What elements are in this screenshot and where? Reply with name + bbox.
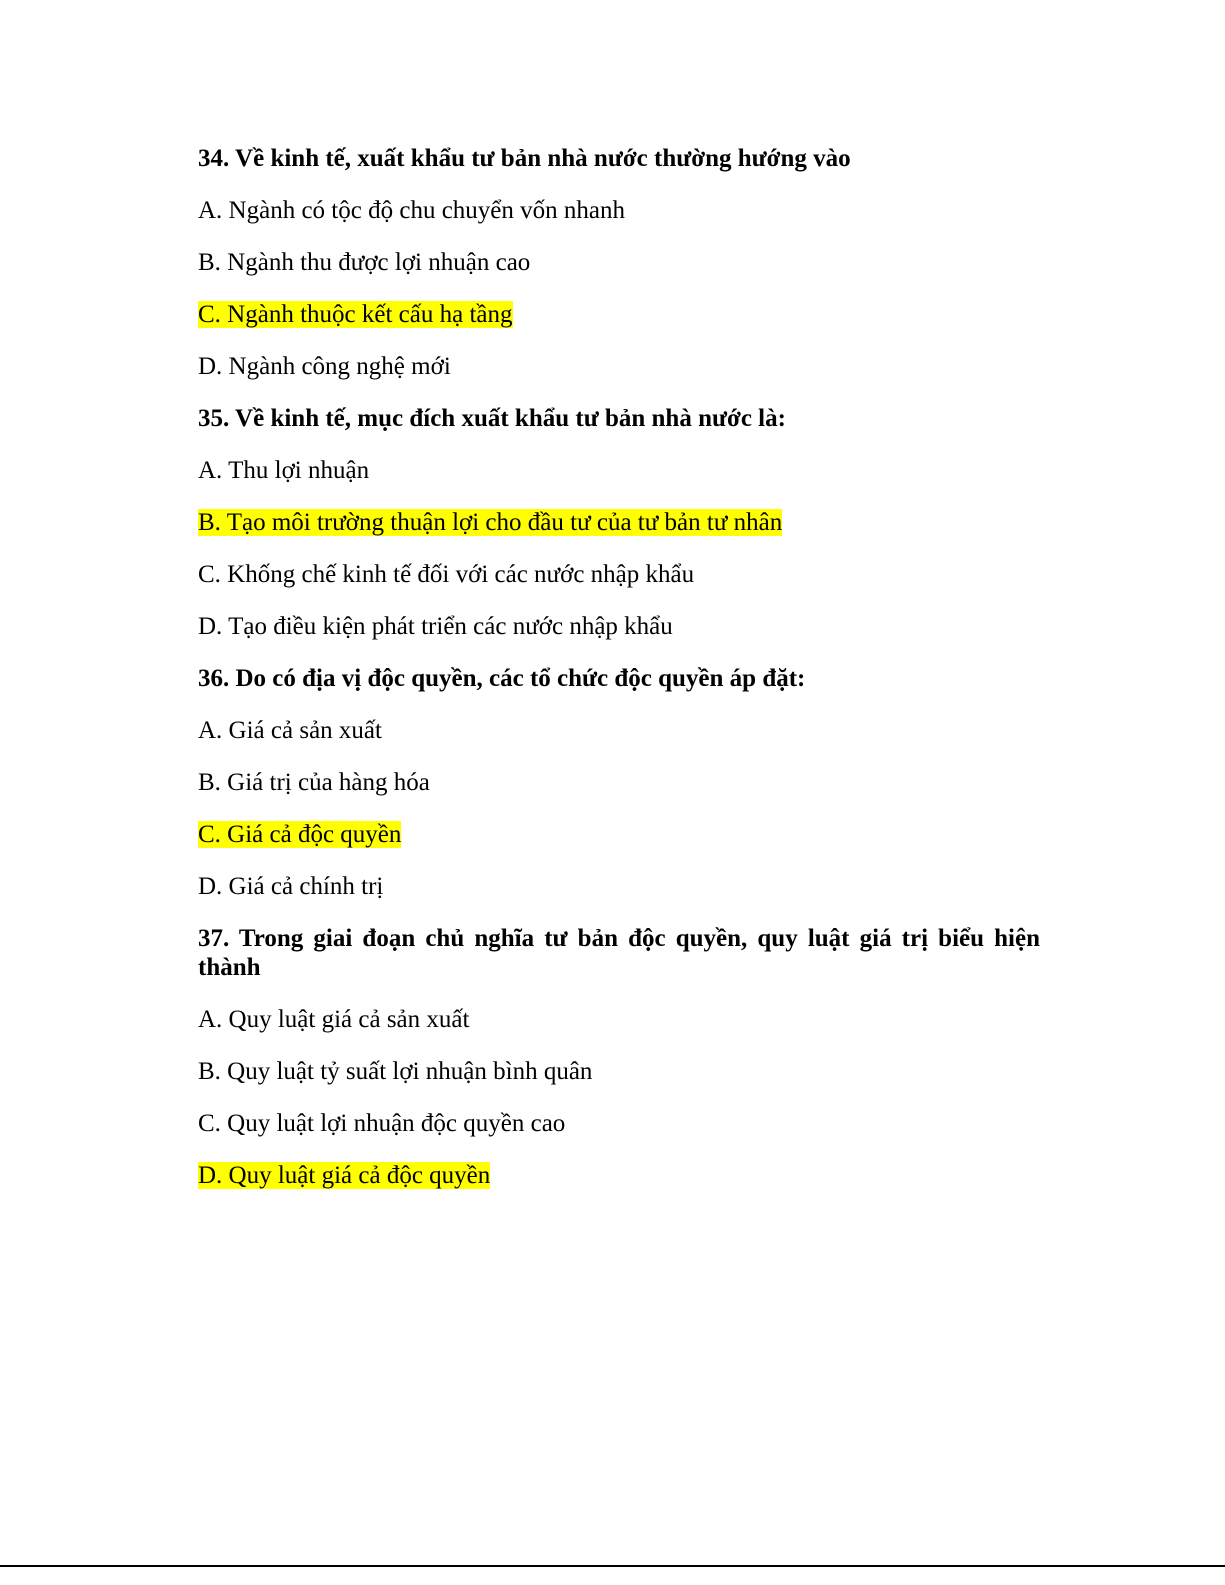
- answer-option: [198, 352, 1040, 381]
- highlighted-answer-text: C. Ngành thuộc kết cấu hạ tầng: [198, 301, 513, 328]
- answer-option: [198, 716, 1040, 745]
- answer-text: D. Tạo điều kiện phát triển các nước nhập khẩu: [198, 613, 673, 640]
- answer-text: A. Thu lợi nhuận: [198, 457, 370, 484]
- answer-option: [198, 768, 1040, 797]
- answer-option: [198, 1109, 1040, 1138]
- answer-text: B. Quy luật tỷ suất lợi nhuận bình quân: [198, 1058, 593, 1085]
- highlighted-answer-text: C. Giá cả độc quyền: [198, 821, 402, 848]
- answer-text: A. Giá cả sản xuất: [198, 717, 382, 744]
- answer-option: [198, 196, 1040, 225]
- answer-option: [198, 612, 1040, 641]
- answer-text: A. Quy luật giá cả sản xuất: [198, 1006, 470, 1033]
- page-bottom-border: [0, 1565, 1225, 1567]
- answer-text: C. Quy luật lợi nhuận độc quyền cao: [198, 1110, 566, 1137]
- answer-option: [198, 248, 1040, 277]
- answer-text: D. Ngành công nghệ mới: [198, 353, 451, 380]
- answer-option-correct: [198, 300, 1040, 329]
- answer-text: B. Giá trị của hàng hóa: [198, 769, 430, 796]
- highlighted-answer-text: D. Quy luật giá cả độc quyền: [198, 1162, 491, 1189]
- question-title: 35. Về kinh tế, mục đích xuất khẩu tư bản nhà nước là:: [198, 405, 786, 432]
- question-36: [198, 664, 1040, 901]
- answer-text: C. Khống chế kinh tế đối với các nước nhập khẩu: [198, 561, 695, 588]
- question-34: [198, 144, 1040, 381]
- question-37: [198, 924, 1040, 1190]
- answer-text: A. Ngành có tộc độ chu chuyển vốn nhanh: [198, 197, 625, 224]
- answer-option: [198, 1057, 1040, 1086]
- question-35: [198, 404, 1040, 641]
- question-title: 34. Về kinh tế, xuất khẩu tư bản nhà nước thường hướng vào: [198, 145, 851, 172]
- answer-option-correct: [198, 508, 1040, 537]
- answer-option: [198, 872, 1040, 901]
- answer-option: [198, 1005, 1040, 1034]
- answer-option-correct: [198, 820, 1040, 849]
- highlighted-answer-text: B. Tạo môi trường thuận lợi cho đầu tư của tư bản tư nhân: [198, 509, 783, 536]
- answer-option: [198, 456, 1040, 485]
- answer-option-correct: [198, 1161, 1040, 1190]
- answer-text: B. Ngành thu được lợi nhuận cao: [198, 249, 531, 276]
- question-title: 37. Trong giai đoạn chủ nghĩa tư bản độc quyền, quy luật giá trị biểu hiện thành: [198, 925, 1040, 981]
- answer-option: [198, 560, 1040, 589]
- document-page: [198, 144, 1040, 1213]
- question-title: 36. Do có địa vị độc quyền, các tổ chức độc quyền áp đặt:: [198, 665, 806, 692]
- answer-text: D. Giá cả chính trị: [198, 873, 384, 900]
